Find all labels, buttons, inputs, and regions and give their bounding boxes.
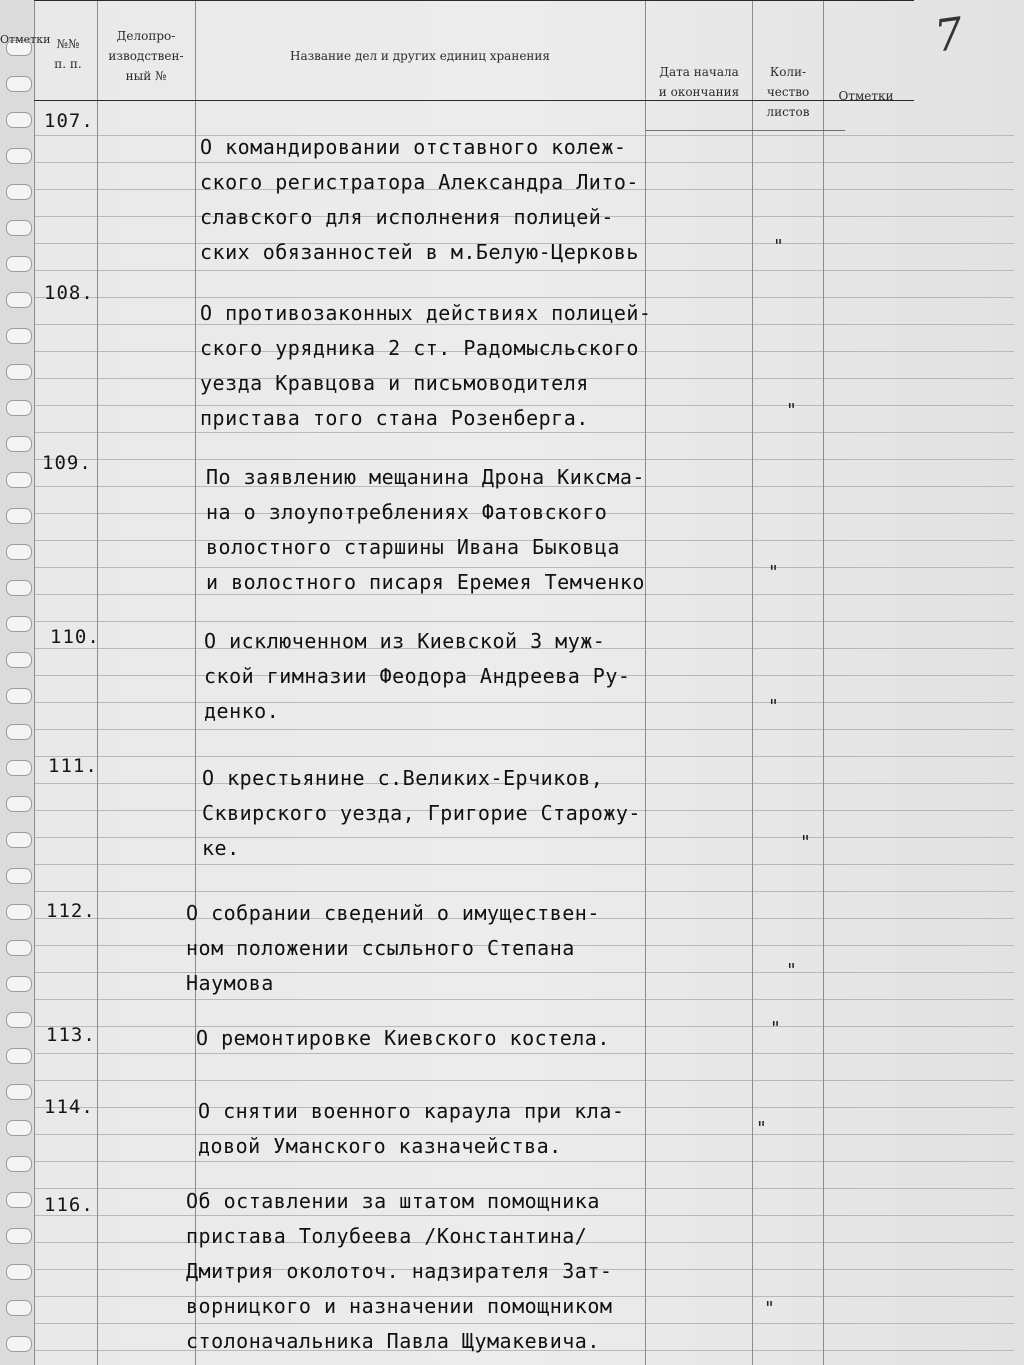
binding-hole	[6, 868, 32, 884]
ruled-line	[34, 756, 1014, 757]
entry-number: 107.	[44, 110, 94, 132]
entry-number: 114.	[44, 1096, 94, 1118]
binding-hole	[6, 220, 32, 236]
binding-hole	[6, 436, 32, 452]
binding-hole	[6, 940, 32, 956]
binding-hole	[6, 796, 32, 812]
entry-number: 109.	[42, 452, 92, 474]
entry-title: О ремонтировке Киевского костела.	[196, 1026, 610, 1050]
binding-hole	[6, 544, 32, 560]
binding-hole	[6, 400, 32, 416]
binding-hole	[6, 724, 32, 740]
sheets-count-ditto: "	[764, 1298, 775, 1319]
binding-hole	[6, 1012, 32, 1028]
binding-hole	[6, 1192, 32, 1208]
entry-title: О противозаконных действиях полицей- ского урядника 2 ст. Радомысльского уезда Кравцова и письмоводителя пристава того стана Розенберга.	[200, 301, 652, 430]
binding-hole	[6, 112, 32, 128]
sheets-column-header: Коли- чество листов	[766, 65, 810, 119]
binding-hole	[6, 1084, 32, 1100]
entry-title: О снятии военного караула при кла- довой Уманского казначейства.	[198, 1099, 625, 1158]
column-divider	[752, 0, 753, 1365]
spiral-binding	[0, 0, 34, 1365]
column-divider	[97, 0, 98, 1365]
sheets-count-ditto: "	[786, 400, 797, 421]
sheets-count-ditto: "	[756, 1118, 767, 1139]
side-marks-header: Отметки	[0, 33, 51, 46]
binding-hole	[6, 1048, 32, 1064]
number-column-header: №№ п. п.	[54, 37, 82, 71]
ruled-line	[34, 270, 1014, 271]
column-divider	[823, 0, 824, 1365]
title-column-header: Название дел и других единиц хранения	[289, 49, 550, 63]
header-top-line	[34, 0, 914, 1]
sheets-count-ditto: "	[773, 236, 784, 257]
binding-hole	[6, 832, 32, 848]
binding-hole	[6, 328, 32, 344]
header-bottom-line	[645, 130, 845, 131]
ruled-line	[34, 891, 1014, 892]
sheets-count-ditto: "	[786, 960, 797, 981]
sheets-count-ditto: "	[770, 1018, 781, 1039]
binding-hole	[6, 1336, 32, 1352]
page-number: 7	[931, 8, 967, 63]
sheets-count-ditto: "	[800, 832, 811, 853]
entry-number: 111.	[48, 755, 98, 777]
case-number-column-header: Делопро- изводствен- ный №	[108, 29, 184, 83]
entry-number: 113.	[46, 1024, 96, 1046]
dates-column-header: Дата начала и окончания	[658, 65, 740, 99]
sheets-count-ditto: "	[768, 562, 779, 583]
binding-hole	[6, 1300, 32, 1316]
column-divider	[195, 0, 196, 1365]
entry-number: 116.	[44, 1194, 94, 1216]
binding-hole	[6, 1156, 32, 1172]
entry-title: По заявлению мещанина Дрона Киксма- на о злоупотреблениях Фатовского волостного старшины Ивана Быковца и волостного писаря Еремея Темченко	[206, 465, 645, 594]
binding-hole	[6, 472, 32, 488]
marks-column-header: Отметки	[838, 89, 894, 103]
binding-hole	[6, 688, 32, 704]
binding-hole	[6, 148, 32, 164]
binding-hole	[6, 904, 32, 920]
binding-hole	[6, 184, 32, 200]
binding-hole	[6, 256, 32, 272]
binding-hole	[6, 508, 32, 524]
entry-title: О крестьянине с.Великих-Ерчиков, Сквирского уезда, Григорие Старожу- ке.	[202, 766, 641, 860]
entry-title: О исключенном из Киевской 3 муж- ской гимназии Феодора Андреева Ру- денко.	[204, 629, 631, 723]
entry-title: Об оставлении за штатом помощника пристава Толубеева /Константина/ Дмитрия околоточ. надзирателя Зат- ворницкого и назначении помощником столоначальника Павла Щумакевича.	[186, 1189, 613, 1353]
binding-hole	[6, 1228, 32, 1244]
ruled-line	[34, 1080, 1014, 1081]
entry-number: 110.	[50, 626, 100, 648]
entry-title: О собрании сведений о имуществен- ном положении ссыльного Степана Наумова	[186, 901, 600, 995]
column-divider	[34, 0, 35, 1365]
binding-hole	[6, 616, 32, 632]
binding-hole	[6, 580, 32, 596]
binding-hole	[6, 1264, 32, 1280]
binding-hole	[6, 976, 32, 992]
binding-hole	[6, 1120, 32, 1136]
entry-number: 112.	[46, 900, 96, 922]
entry-title: О командировании отставного колеж- ского регистратора Александра Лито- славского для исполнения полицей- ских обязанностей в м.Белую-Церковь	[200, 135, 639, 264]
binding-hole	[6, 364, 32, 380]
binding-hole	[6, 760, 32, 776]
entry-number: 108.	[44, 282, 94, 304]
column-divider	[645, 0, 646, 1365]
binding-hole	[6, 292, 32, 308]
sheets-count-ditto: "	[768, 696, 779, 717]
ruled-line	[34, 621, 1014, 622]
ruled-line	[34, 729, 1014, 730]
binding-hole	[6, 76, 32, 92]
binding-hole	[6, 652, 32, 668]
